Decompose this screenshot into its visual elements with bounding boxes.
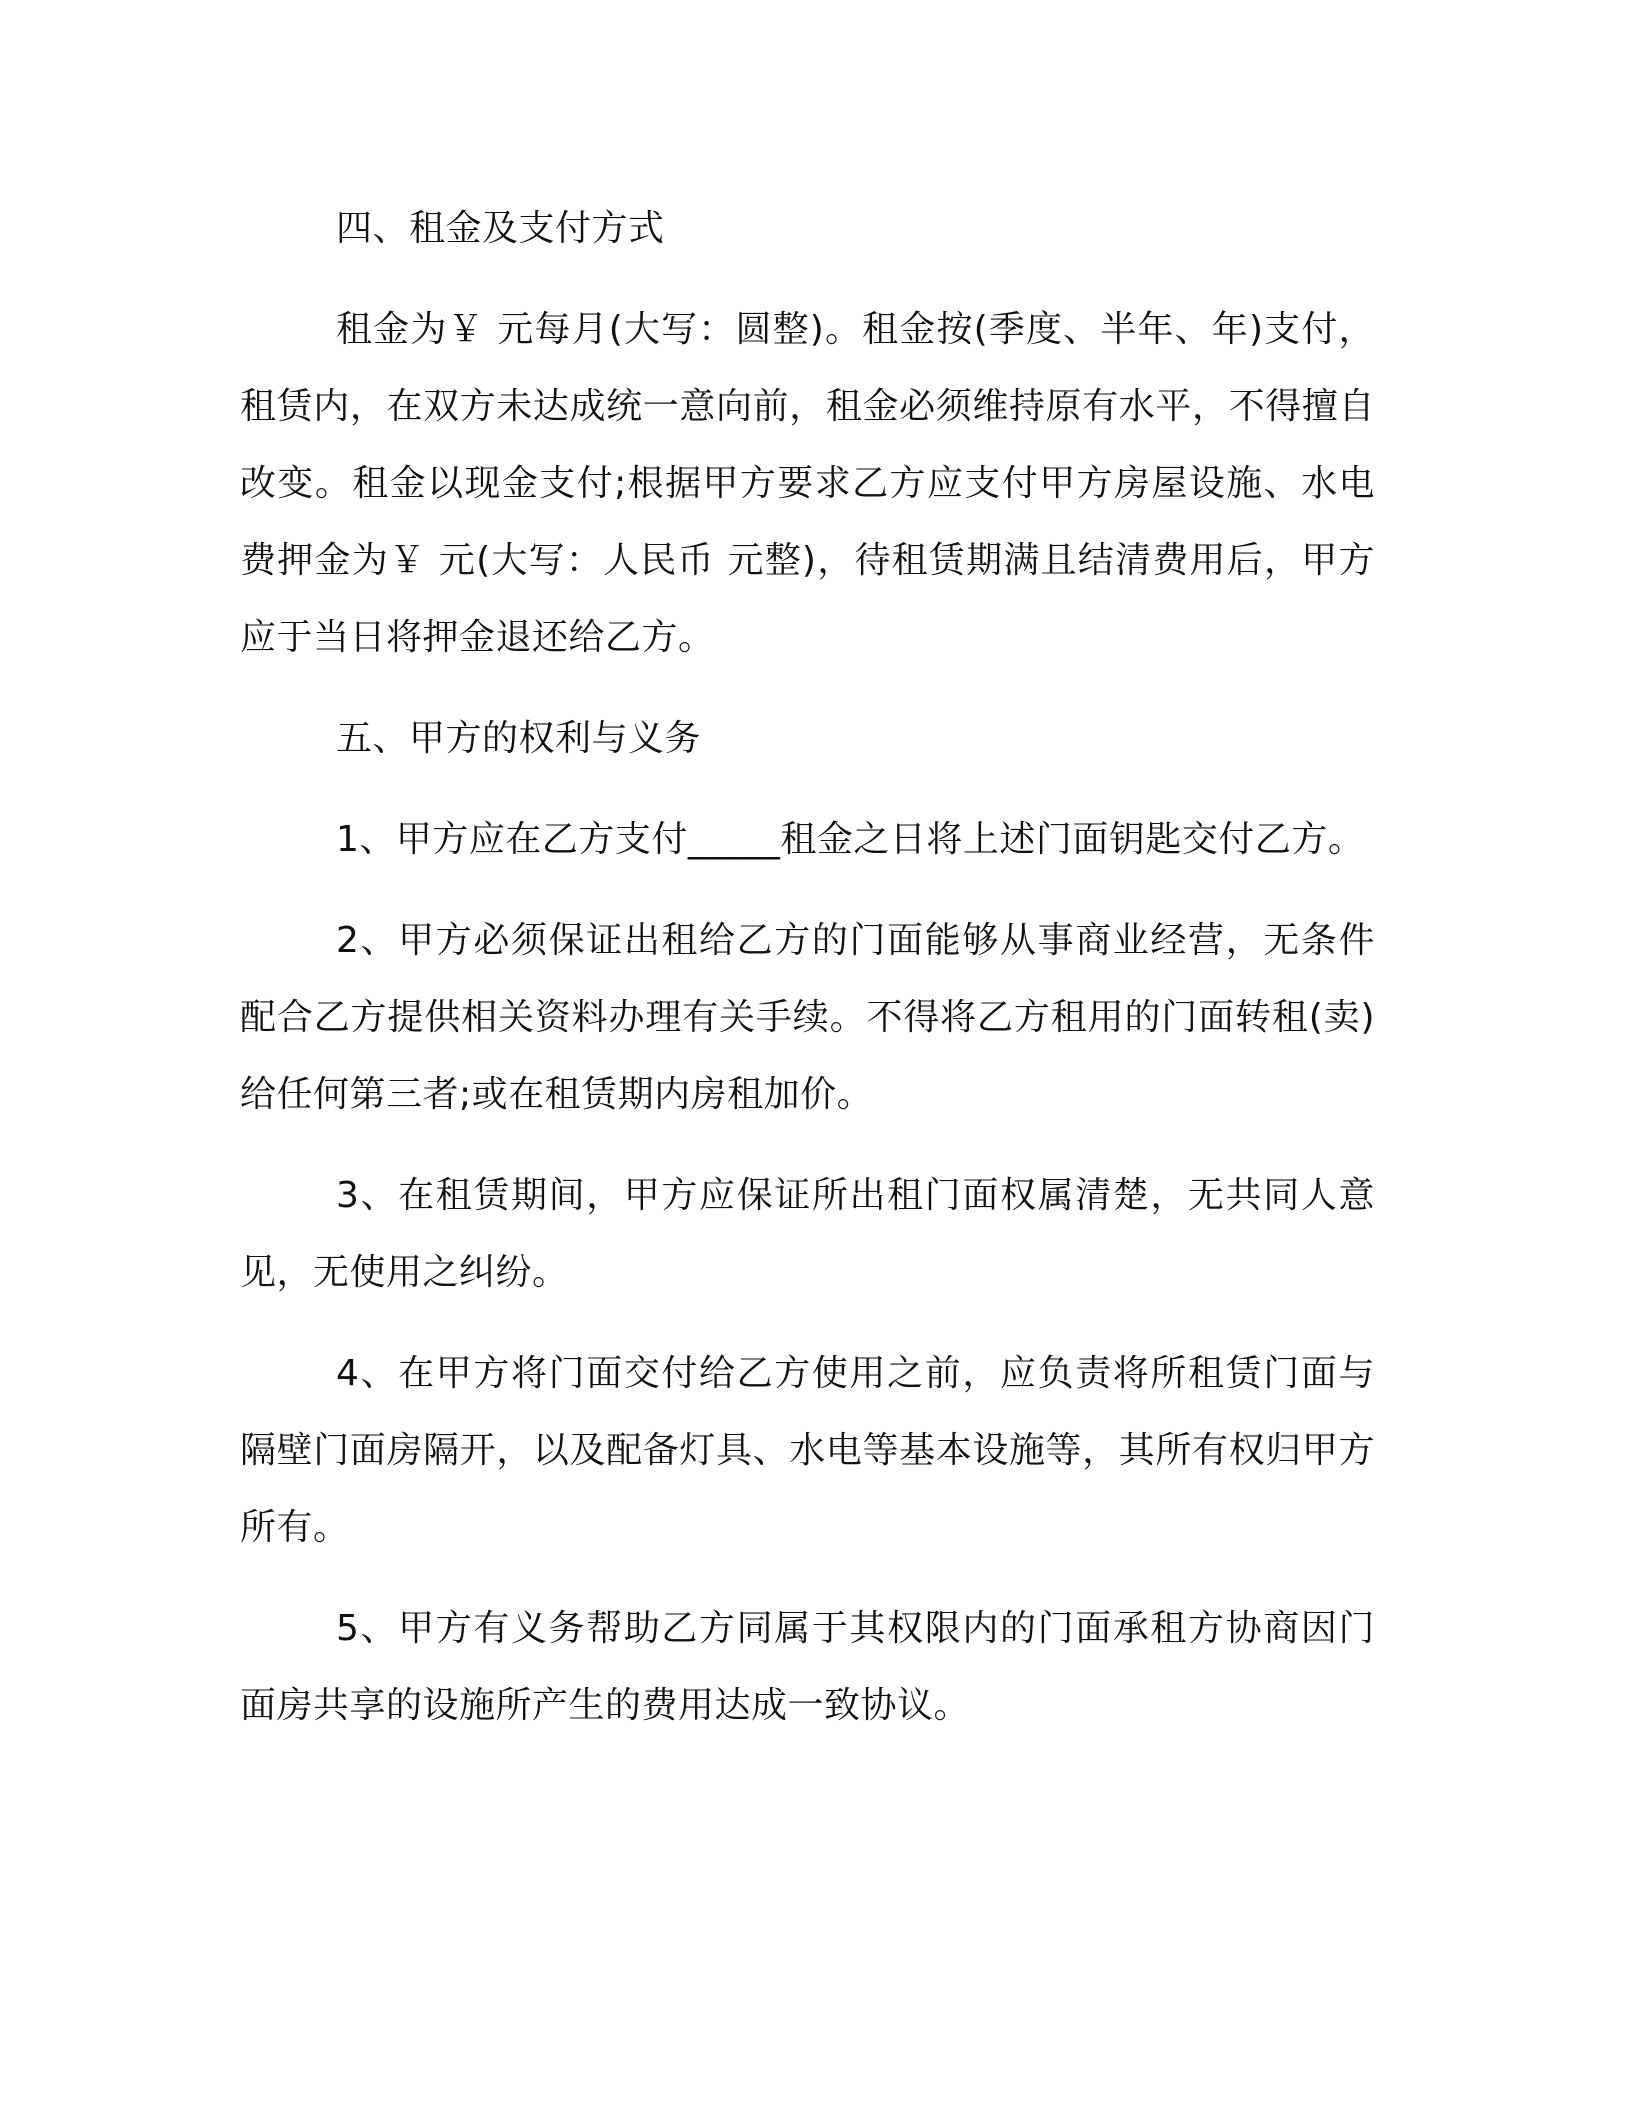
section-heading-rent-payment: 四、租金及支付方式	[336, 208, 665, 249]
paragraph-clause-2: 2、甲方必须保证出租给乙方的门面能够从事商业经营，无条件配合乙方提供相关资料办理有关手续。不得将乙方租用的门面转租(卖)给任何第三者;或在租赁期内房租加价。	[240, 920, 1375, 1115]
paragraph-clause-5: 5、甲方有义务帮助乙方同属于其权限内的门面承租方协商因门面房共享的设施所产生的费用达成一致协议。	[240, 1608, 1375, 1726]
section-heading-landlord-rights: 五、甲方的权利与义务	[336, 718, 702, 759]
paragraph-clause-3: 3、在租赁期间，甲方应保证所出租门面权属清楚，无共同人意见，无使用之纠纷。	[240, 1175, 1375, 1293]
paragraph-clause-1: 1、甲方应在乙方支付_____租金之日将上述门面钥匙交付乙方。	[336, 819, 1365, 860]
document-body	[240, 190, 1375, 1768]
paragraph-clause-4: 4、在甲方将门面交付给乙方使用之前，应负责将所租赁门面与隔壁门面房隔开，以及配备灯具、水电等基本设施等，其所有权归甲方所有。	[240, 1353, 1375, 1548]
paragraph-rent-terms: 租金为￥ 元每月(大写：圆整)。租金按(季度、半年、年)支付，租赁内，在双方未达成统一意向前，租金必须维持原有水平，不得擅自改变。租金以现金支付;根据甲方要求乙方应支付甲方房屋设施、水电费押金为￥ 元(大写：人民币 元整)，待租赁期满且结清费用后，甲方应于当日将押金退还给乙方。	[240, 309, 1375, 658]
